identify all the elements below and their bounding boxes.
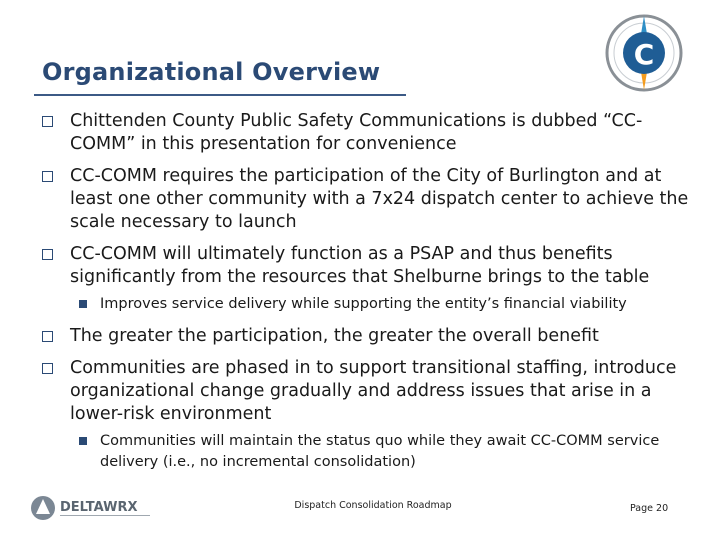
- bullet-item: [42, 243, 690, 289]
- bullet-text: Communities are phased in to support transitional staffing, introduce organizational change gradually and address issues that arise in a lower-risk environment: [70, 358, 677, 424]
- bullet-item: [42, 110, 690, 156]
- square-outline-bullet-icon: [42, 171, 53, 182]
- filled-square-bullet-icon: [79, 437, 87, 445]
- cc-comm-logo-icon: [603, 12, 685, 94]
- sub-bullet-text: Improves service delivery while supporting the entity’s financial viability: [100, 296, 627, 312]
- square-outline-bullet-icon: [42, 116, 53, 127]
- bullet-item: [42, 357, 690, 426]
- sub-bullet-item: [42, 294, 690, 315]
- title-underline: [34, 94, 406, 96]
- bullet-text: CC-COMM requires the participation of the City of Burlington and at least one other community with a 7x24 dispatch center to achieve the scale necessary to launch: [70, 166, 689, 232]
- square-outline-bullet-icon: [42, 331, 53, 342]
- slide-title: Organizational Overview: [42, 58, 381, 86]
- square-outline-bullet-icon: [42, 363, 53, 374]
- filled-square-bullet-icon: [79, 300, 87, 308]
- sub-bullet-text: Communities will maintain the status quo while they await CC-COMM service delivery (i.e., no incremental consolidation): [100, 433, 660, 470]
- deltawrx-logo: [30, 493, 160, 523]
- square-outline-bullet-icon: [42, 249, 53, 260]
- bullet-list: [42, 110, 690, 483]
- footer-title: Dispatch Consolidation Roadmap: [294, 500, 452, 511]
- bullet-text: Chittenden County Public Safety Communications is dubbed “CC-COMM” in this presentation for convenience: [70, 111, 643, 154]
- sub-bullet-item: [42, 431, 690, 473]
- bullet-text: CC-COMM will ultimately function as a PSAP and thus benefits significantly from the resources that Shelburne brings to the table: [70, 244, 650, 287]
- bullet-text: The greater the participation, the greater the overall benefit: [70, 326, 599, 346]
- bullet-item: [42, 165, 690, 234]
- svg-text:C: C: [633, 38, 655, 71]
- page-number: Page 20: [630, 503, 669, 514]
- bullet-item: [42, 325, 690, 348]
- deltawrx-logo-text: DELTAWRX: [60, 500, 138, 515]
